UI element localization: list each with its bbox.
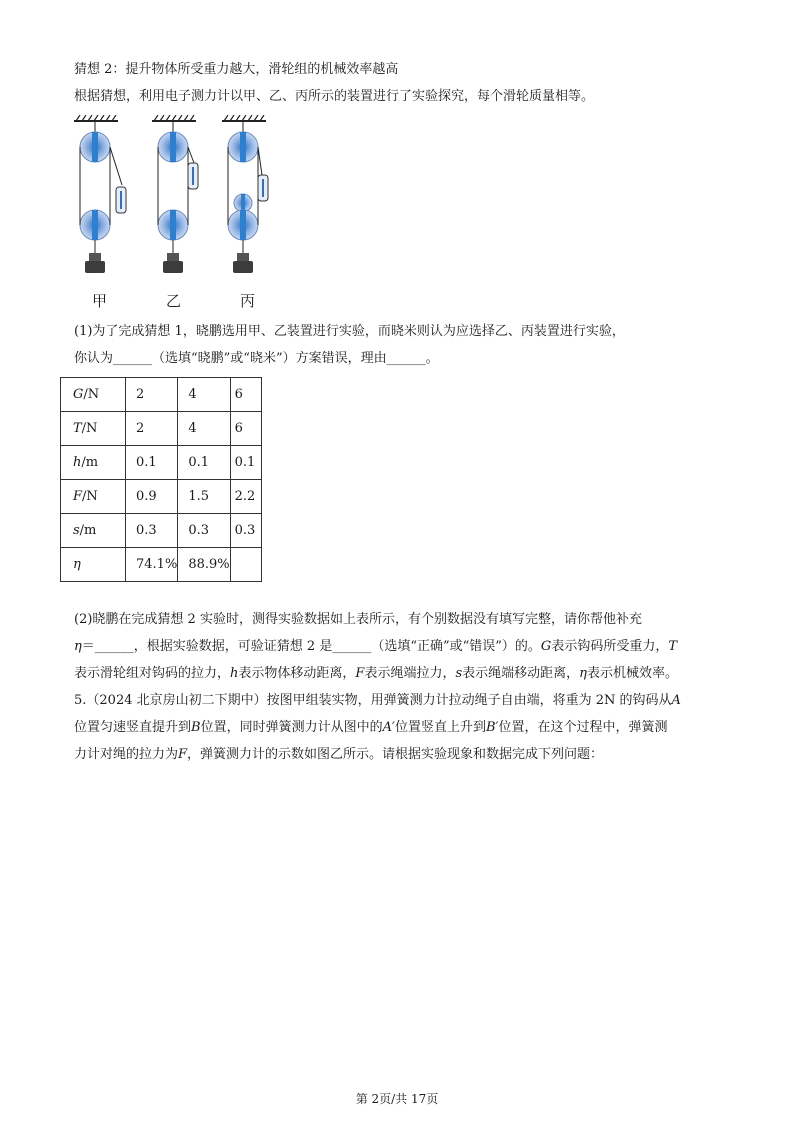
table-row [61,548,262,582]
label-bing: 丙 [240,292,256,310]
table-cell: 0.3 [126,514,178,548]
row-unit: /N [83,387,100,402]
table-cell: 1.5 [178,480,230,514]
table-cell: 4 [178,412,230,446]
question-1-line-2: 你认为______（选填“晓鹏”或“晓米”）方案错误，理由______。 [74,351,439,366]
table-row [61,378,262,412]
B-prime-symbol: B′ [485,720,499,735]
q2c-text-3: 表示绳端拉力， [364,666,456,681]
s-symbol: s [455,666,463,681]
row-header [61,514,126,548]
table-cell: 6 [230,378,261,412]
page-footer: 第 2页/共 17页 [355,1092,439,1106]
q5a-text: 5.（2024 北京房山初二下期中）按图甲组装实物，用弹簧测力计拉动绳子自由端，将重为 2N 的钩码从 [74,693,672,708]
row-symbol: G [73,387,84,402]
table-row [61,514,262,548]
q5b-text-1: 位置匀速竖直提升到 [74,720,192,735]
row-unit: /N [82,489,98,504]
table-cell: 2 [126,378,178,412]
table-cell: 2 [126,412,178,446]
table-row [61,480,262,514]
question-2-line-2 [74,637,677,657]
q2c-text-1: 表示滑轮组对钩码的拉力， [74,666,231,681]
row-header [61,548,126,582]
G-symbol: G [540,639,552,654]
question-2-line-1: (2)晓鹏在完成猜想 2 实验时，测得实验数据如上表所示，有个别数据没有填写完整，请你帮他补充 [74,612,642,627]
label-jia: 甲 [92,292,108,310]
table-cell: 0.1 [178,446,230,480]
A-symbol: A [671,693,681,708]
table-cell: 4 [178,378,230,412]
pulley-setup-yi [152,115,198,273]
q5c-text-2: ，弹簧测力计的示数如图乙所示。请根据实验现象和数据完成下列问题： [187,747,604,762]
table-row [61,446,262,480]
A-prime-symbol: A′ [382,720,395,735]
table-cell: 0.1 [126,446,178,480]
question-5-line-2 [74,718,667,738]
table-cell: 0.3 [178,514,230,548]
q5b-text-2: 位置，同时弹簧测力计从图中的 [200,720,383,735]
question-2-line-3 [74,664,678,684]
question-5-line-3 [74,745,603,765]
T-symbol: T [668,639,677,654]
table-cell: 2.2 [230,480,261,514]
q2-line-2-text: ＝______，根据实验数据，可验证猜想 2 是______（选填“正确”或“错误”）的。 [81,639,541,654]
label-yi: 乙 [166,292,182,310]
row-header [61,378,126,412]
row-unit: /m [79,523,97,538]
table-cell: 0.9 [126,480,178,514]
h-symbol: h [230,666,239,681]
eta-symbol-2: η [579,666,587,681]
pulley-setup-bing [222,115,268,273]
table-cell: 0.3 [230,514,261,548]
row-symbol: s [73,523,80,538]
F-symbol: F [355,666,365,681]
F-symbol-2: F [178,747,188,762]
table-cell [230,548,261,582]
row-symbol: h [73,455,82,470]
q2c-text-4: 表示绳端移动距离， [462,666,580,681]
B-symbol: B [191,720,201,735]
table-cell: 88.9% [178,548,230,582]
setup-description: 根据猜想，利用电子测力计以甲、乙、丙所示的装置进行了实验探究，每个滑轮质量相等。 [74,89,595,104]
row-symbol: F [73,489,83,504]
q2c-text-5: 表示机械效率。 [586,666,678,681]
row-symbol: T [73,421,82,436]
q5b-text-3: 位置竖直上升到 [394,720,486,735]
question-1-line-1: (1)为了完成猜想 1，晓鹏选用甲、乙装置进行实验，而晓米则认为应选择乙、丙装置进行实验， [74,324,625,339]
table-cell: 74.1% [126,548,178,582]
table-row [61,412,262,446]
row-header [61,412,126,446]
q5b-text-4: 位置，在这个过程中，弹簧测 [498,720,668,735]
eta-symbol: η [74,639,82,654]
pulley-setup-jia [74,115,126,273]
row-symbol: η [73,557,81,572]
row-unit: /m [81,455,99,470]
row-header [61,480,126,514]
row-header [61,446,126,480]
pulley-figure [70,115,290,315]
data-table [60,377,262,582]
row-unit: /N [81,421,98,436]
question-5-line-1 [74,691,681,711]
table-cell: 0.1 [230,446,261,480]
table-cell: 6 [230,412,261,446]
q2c-text-2: 表示物体移动距离， [238,666,356,681]
q5c-text-1: 力计对绳的拉力为 [74,747,179,762]
conjecture-2: 猜想 2：提升物体所受重力越大，滑轮组的机械效率越高 [74,62,399,77]
q2-line-2-text-b: 表示钩码所受重力， [551,639,669,654]
